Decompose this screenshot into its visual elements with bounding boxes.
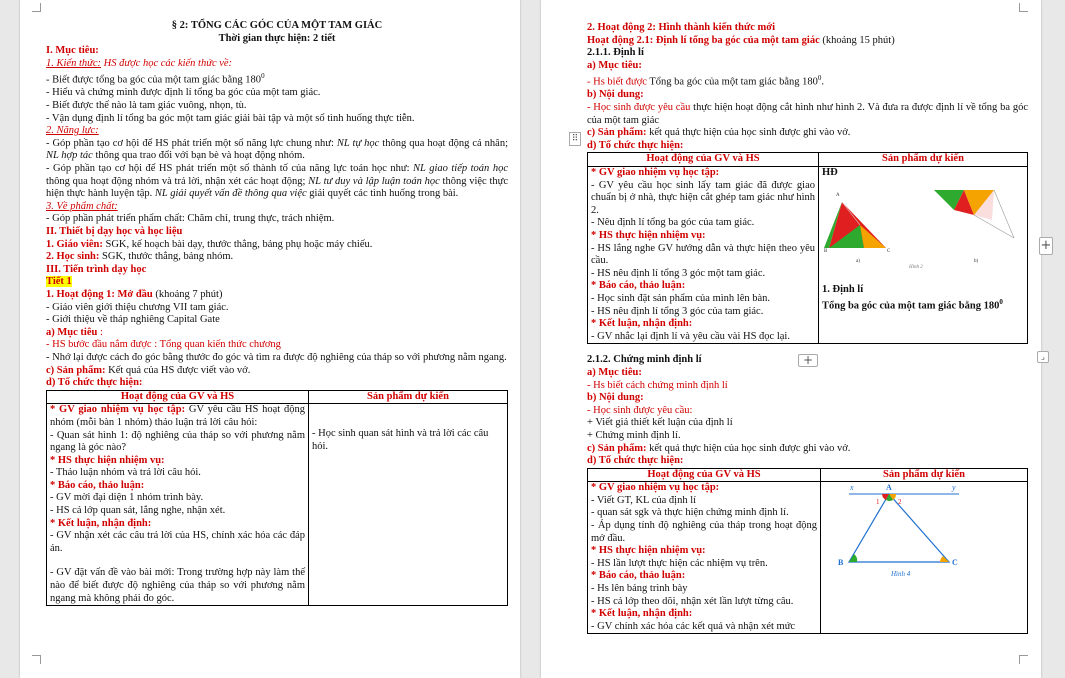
table-cell (821, 482, 1028, 634)
hd2-heading: 2. Hoạt động 2: Hình thành kiến thức mới (587, 22, 776, 33)
a-label: a) Mục tiêu (46, 326, 98, 338)
kt-rest: HS được học các kiến thức về: (101, 57, 233, 69)
hd-label: HĐ (822, 167, 838, 179)
a-item: - Nhớ lại được cách đo góc bằng thước đo góc và tìm ra được độ nghiêng của tháp so với phương nằm ngang. (46, 351, 507, 363)
svg-text:a): a) (856, 258, 860, 264)
svg-text:A: A (836, 192, 840, 198)
table-header: Hoạt động của GV và HS (588, 153, 819, 167)
c-rest: Kết quả của HS được viết vào vở. (105, 364, 251, 376)
table-header: Sản phẩm dự kiến (819, 153, 1028, 167)
section-heading: III. Tiến trình dạy học (46, 263, 147, 275)
svg-text:A: A (886, 483, 892, 493)
svg-text:B: B (838, 558, 844, 568)
c-label: c) Sản phẩm: (46, 364, 106, 376)
degree-mark: 0 (817, 74, 822, 83)
hd1-item: - Giáo viên giới thiệu chương VII tam giác. (46, 301, 229, 313)
add-column-button[interactable]: + (1040, 238, 1052, 253)
section-heading: II. Thiết bị dạy học và học liệu (46, 226, 183, 237)
degree-mark: 0 (261, 72, 265, 81)
table-cell: - Học sinh quan sát hình và trả lời các câu hỏi. (309, 404, 508, 606)
c-rest: kết quả thực hiện của học sinh được ghi vào vở. (646, 442, 851, 454)
table-move-handle-icon[interactable]: ⠿ (569, 132, 581, 146)
svg-text:b): b) (974, 258, 979, 264)
table-cell: * GV giao nhiệm vụ học tập: - GV yêu cầu học sinh lấy tam giác đã được giao chuẩn bị ở nhà, thực hiện cắt ghép tam giác như hình 2. - Nêu định lí tổng ba góc của tam giác. * HS thực hiện nhiệm vụ: - HS lắng nghe GV hướng dẫn và thực hiện theo yêu cầu. - HS nêu định lí tổng 3 góc một tam giác. * Báo cáo, thảo luận: - Học sinh đặt sản phẩm của mình lên bàn. - HS nêu định lí tổng 3 góc của tam giác. * Kết luận, nhận định: - GV nhắc lại định lí và yêu cầu vài HS đọc lại. (588, 167, 819, 344)
d-label: d) Tổ chức thực hiện: (587, 139, 684, 151)
page-corner-mark (32, 3, 41, 12)
table-header: Sản phẩm dự kiến (821, 468, 1028, 482)
svg-text:B: B (824, 248, 828, 254)
theorem-text: Tổng ba góc của một tam giác bằng $180^0$ (822, 298, 1003, 312)
kt-item: - Vận dụng định lí tổng ba góc một tam giác giải bài tập và một số tình huống thực tiễn. (46, 112, 415, 124)
page-corner-mark (32, 655, 41, 664)
hd1-rest: (khoảng 7 phút) (152, 288, 223, 300)
a-item: - HS bước đầu nắm được : Tổng quan kiến thức chương (46, 339, 281, 351)
add-row-button[interactable]: + (798, 354, 818, 367)
svg-text:C: C (952, 558, 958, 568)
b-item: + Chứng minh định lí. (587, 429, 681, 441)
section-heading: I. Mục tiêu: (46, 45, 99, 57)
svg-text:y: y (952, 483, 956, 493)
pc-item: - Góp phần phát triển phẩm chất: Chăm chỉ, trung thực, trách nhiệm. (46, 213, 335, 225)
activity-table (587, 468, 1028, 635)
a-label: a) Mục tiêu: (587, 59, 642, 71)
b-label: b) Nội dung: (587, 89, 644, 101)
svg-text:Hình 4: Hình 4 (891, 570, 911, 579)
gv-rest: SGK, kế hoạch bài dạy, thước thẳng, bảng phụ hoặc máy chiếu. (102, 238, 373, 250)
table-resize-handle-icon[interactable]: ⌟ (1037, 351, 1049, 363)
table-cell: * GV giao nhiệm vụ học tập: GV yêu cầu HS hoạt động nhóm (mỗi bàn 1 nhóm) thảo luận trả lời câu hỏi: - Quan sát hình 1: độ nghiêng của tháp so với phương nằm ngang là góc nào? * HS thực hiện nhiệm vụ: - Thảo luận nhóm và trả lời câu hỏi. * Báo cáo, thảo luận: - GV mời đại diện 1 nhóm trình bày. - HS cả lớp quan sát, lắng nghe, nhận xét. * Kết luận, nhận định: - GV nhận xét các câu trả lời của HS, chính xác hóa các đáp án. - GV đặt vấn đề vào bài mới: Trong trường hợp này làm thế nào để biết được độ nghiêng của tháp so với phương nằm ngang mà không phải đo góc. (47, 404, 309, 606)
lesson-time: Thời gian thực hiện: 2 tiết (218, 32, 336, 44)
pc-label: 3. Về phẩm chất: (46, 200, 118, 212)
theorem-title: 1. Định lí (822, 283, 864, 295)
d-label: d) Tổ chức thực hiện: (46, 377, 143, 389)
a-item: - Hs biết được (587, 76, 650, 88)
page-content (46, 20, 508, 606)
table-header: Hoạt động của GV và HS (47, 390, 309, 404)
a-rest: : (97, 326, 103, 338)
b-label: b) Nội dung: (587, 392, 644, 404)
kt-item: - Hiểu và chứng minh được định lí tổng ba góc của một tam giác. (46, 87, 321, 99)
document-page-right (541, 0, 1052, 678)
nl-paragraph: - Góp phần tạo cơ hội để HS phát triển một số năng lực chung như: NL tự học thông qua hoạt động cá nhân; NL hợp tác thông qua trao đổi với bạn bè và hoạt động nhóm. (46, 137, 508, 162)
nl-paragraph: - Góp phần tạo cơ hội để HS phát triển một số thành tố của năng lực toán học như: NL giao tiếp toán học thông qua hoạt động nhóm và trả lời, nhận xét các hoạt động; NL tư duy và lập luận toán học thông việc thực hiện thực hành luyện tập. NL giải quyết vấn đề thông qua việc giải quyết các tình huống trong bài. (46, 163, 508, 200)
page-corner-mark (1019, 655, 1028, 664)
hd21-rest: (khoảng 15 phút) (819, 34, 895, 46)
activity-table (46, 390, 508, 607)
document-page-left (20, 0, 520, 678)
b-item: + Viết giả thiết kết luận của định lí (587, 417, 733, 429)
hd21-label: Hoạt động 2.1: Định lí tổng ba góc của một tam giác (587, 34, 820, 46)
svg-text:2: 2 (898, 498, 902, 507)
c-label: c) Sản phẩm: (587, 442, 647, 454)
kt-item: - Biết được thế nào là tam giác vuông, nhọn, tù. (46, 100, 247, 112)
table-cell: * GV giao nhiệm vụ học tập: - Viết GT, KL của định lí - quan sát sgk và thực hiện chứng minh định lí. - Áp dụng tính độ nghiêng của tháp trong hoạt động mở đầu. * HS thực hiện nhiệm vụ: - HS lần lượt thực hiện các nhiệm vụ trên. * Báo cáo, thảo luận: - Hs lên bảng trình bày - HS cả lớp theo dõi, nhận xét lần lượt từng câu. * Kết luận, nhận định: - GV chính xác hóa các kết quả và nhận xét mức (588, 482, 821, 634)
svg-text:C: C (887, 248, 891, 254)
d-label: d) Tổ chức thực hiện: (587, 455, 684, 467)
figure-2-triangles (824, 180, 1024, 270)
svg-text:x: x (850, 483, 854, 493)
nl-label: 2. Năng lực: (46, 125, 99, 137)
sub-heading: 2.1.2. Chứng minh định lí (587, 354, 702, 366)
b-item: - Học sinh được yêu cầu (587, 102, 691, 114)
c-rest: kết quả thực hiện của học sinh được ghi vào vở. (646, 127, 851, 139)
svg-text:Hình 2: Hình 2 (909, 264, 923, 270)
hd1-item: - Giới thiệu về tháp nghiêng Capital Gate (46, 314, 220, 326)
table-header: Hoạt động của GV và HS (588, 468, 821, 482)
a-item: - Hs biết cách chứng minh định lí (587, 379, 728, 391)
page-content: 2. Hoạt động 2: Hình thành kiến thức mới Hoạt động 2.1: Định lí tổng ba góc của một tam giác (khoảng 15 phút) 2.1.1. Định lí a) Mục tiêu: - Hs biết được Tổng ba góc của một tam giác bằng $180^0$. b) Nội dung: - Học sinh được yêu cầu thực hiện hoạt động cắt hình như hình 2. Và đưa ra được định lí về tổng ba góc của một tam giác c) Sản phẩm: kết quả thực hiện của học sinh được ghi vào vở. d) Tổ chức thực hiện: Hoạt động của GV và HS Sản phẩm dự kiến * GV giao nhiệm vụ học tập: - GV yêu cầu học sinh lấy tam giác đã được giao chuẩn bị ở nhà, thực hiện cắt ghép tam giác như hình 2. - Nêu định lí tổng ba góc của tam giác. * HS thực hiện nhiệm vụ: - HS lắng nghe GV hướng dẫn và thực hiện theo yêu cầu. - HS nêu định lí tổng 3 góc một tam giác. * Báo cáo, thảo luận: - Học sinh đặt sản phẩm của mình lên bàn. - HS nêu định lí tổng 3 góc của tam giác. * Kết luận, nhận định: - GV nhắc lại định lí và yêu cầu vài HS đọc lại. HĐ A B C a) b) Hình 2 1. Định lí Tổng ba góc của một tam giác bằng $180^0$ 2.1.2. Chứng minh định lí a) Mục tiêu: - Hs biết cách chứng minh định lí b) Nội dung: - Học sinh được yêu cầu: + Viết giả thiết kết luận của định lí + Chứng minh định lí. c) Sản phẩm: kết quả thực hiện của học sinh được ghi vào vở. d) Tổ chức thực hiện: Hoạt động của GV và HS Sản phẩm dự kiến * GV giao nhiệm vụ học tập: - Viết GT, KL của định lí - quan sát sgk và thực hiện chứng minh định lí. - Áp dụng tính độ nghiêng của tháp trong hoạt động mở đầu. * HS thực hiện nhiệm vụ: - HS lần lượt thực hiện các nhiệm vụ trên. * Báo cáo, thảo luận: - Hs lên bảng trình bày - HS cả lớp theo dõi, nhận xét lần lượt từng câu. * Kết luận, nhận định: - GV chính xác hóa các kết quả và nhận xét mức x y A 1 2 B C Hình 4 (587, 22, 1028, 634)
svg-text:1: 1 (876, 498, 880, 507)
hs-rest: SGK, thước thẳng, bảng nhóm. (99, 251, 234, 263)
a-item: Tổng ba góc của một tam giác bằng 180 (649, 76, 818, 88)
b-item: - Học sinh được yêu cầu: (587, 404, 693, 416)
a-label: a) Mục tiêu: (587, 366, 642, 378)
page-corner-mark (1019, 3, 1028, 12)
table-header: Sản phẩm dự kiến (309, 390, 508, 404)
kt-label: 1. Kiến thức: (46, 57, 102, 69)
hs-label: 2. Học sinh: (46, 251, 100, 263)
activity-table (587, 152, 1028, 344)
b-item: thực hiện hoạt động cắt hình như hình 2. Và đưa ra được định lí về tổng ba góc của một tam giác (587, 102, 1028, 126)
table-cell (819, 167, 1028, 344)
kt-item: - Biết được tổng ba góc của một tam giác bằng 180 (46, 74, 262, 86)
hd1-label: 1. Hoạt động 1: Mở đầu (46, 288, 153, 300)
lesson-title: § 2: TỔNG CÁC GÓC CỦA MỘT TAM GIÁC (171, 20, 383, 31)
tiet-label: Tiết 1 (46, 276, 72, 288)
gv-label: 1. Giáo viên: (46, 238, 103, 250)
c-label: c) Sản phẩm: (587, 127, 647, 139)
sub-heading: 2.1.1. Định lí (587, 47, 644, 59)
figure-4-triangle (824, 482, 1024, 592)
